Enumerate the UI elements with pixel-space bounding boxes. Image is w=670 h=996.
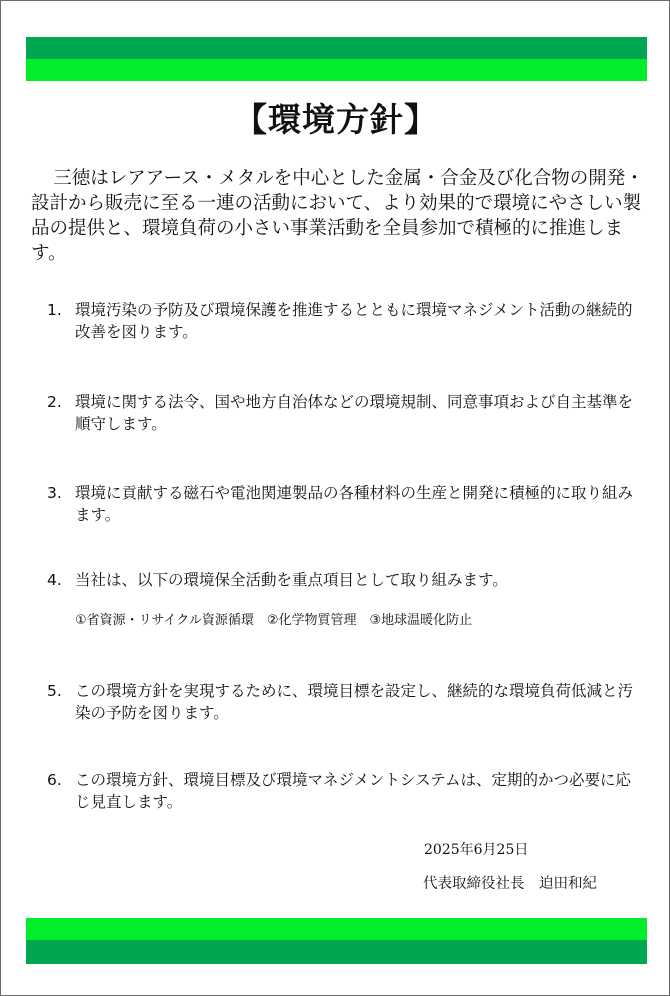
- issue-date: 2025年6月25日: [424, 842, 529, 858]
- policy-item-number: 4.: [47, 571, 62, 589]
- policy-item-text: この環境方針、環境目標及び環境マネジメントシステムは、定期的かつ必要に応じ見直します。: [75, 771, 631, 811]
- policy-item-number: 5.: [47, 682, 62, 700]
- policy-item-number: 2.: [47, 393, 62, 411]
- signer-name: 代表取締役社長 迫田和紀: [423, 876, 597, 892]
- policy-item-text: 環境汚染の予防及び環境保護を推進するとともに環境マネジメント活動の継続的改善を図ります。: [75, 301, 633, 341]
- bottom-band-dark: [26, 940, 647, 964]
- policy-item-number: 3.: [47, 484, 62, 502]
- policy-item-number: 1.: [47, 301, 62, 319]
- policy-item-number: 6.: [47, 771, 62, 789]
- top-band-dark: [26, 37, 647, 59]
- bottom-band-light: [26, 918, 647, 940]
- focus-subitems: ①省資源・リサイクル資源循環 ②化学物質管理 ③地球温暖化防止: [75, 613, 473, 628]
- policy-item-text: 当社は、以下の環境保全活動を重点項目として取り組みます。: [75, 571, 508, 589]
- document-title: 【環境方針】: [234, 100, 438, 139]
- policy-item-text: この環境方針を実現するために、環境目標を設定し、継続的な環境負荷低減と汚染の予防を図ります。: [75, 682, 634, 722]
- policy-item-text: 環境に貢献する磁石や電池関連製品の各種材料の生産と開発に積極的に取り組みます。: [75, 484, 634, 524]
- policy-item-text: 環境に関する法令、国や地方自治体などの環境規制、同意事項および自主基準を順守します。: [75, 393, 634, 433]
- top-band-light: [26, 59, 647, 81]
- intro-paragraph: 三徳はレアアース・メタルを中心とした金属・合金及び化合物の開発・設計から販売に至る一連の活動において、より効果的で環境にやさしい製品の提供と、環境負荷の小さい事業活動を全員参加で積極的に推進します。: [31, 168, 644, 264]
